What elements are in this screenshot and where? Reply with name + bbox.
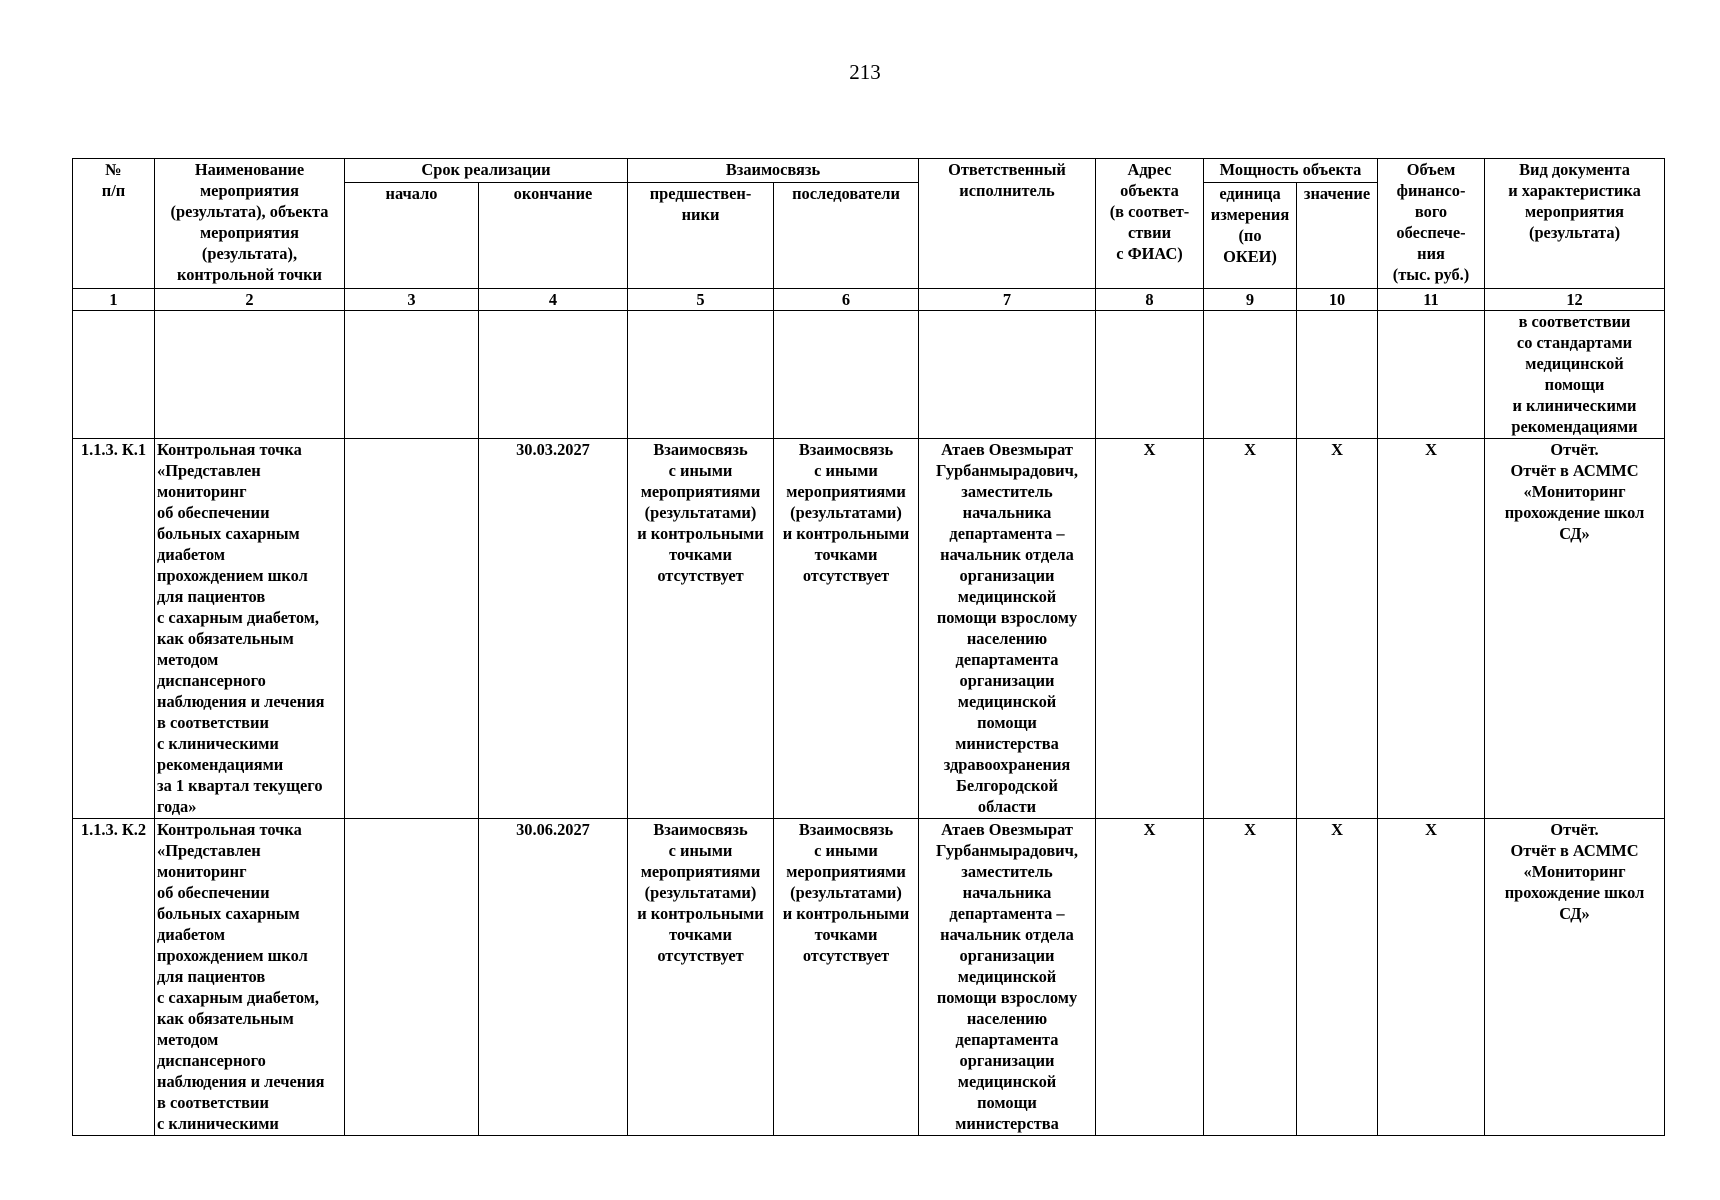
header-unit: единица измерения (по ОКЕИ) xyxy=(1204,183,1297,289)
row-predecessors xyxy=(628,311,774,439)
header-name: Наименование мероприятия (результата), объекта мероприятия (результата), контрольной точки xyxy=(155,159,345,289)
header-number: № п/п xyxy=(73,159,155,289)
row-start xyxy=(345,311,479,439)
header-end: окончание xyxy=(479,183,628,289)
row-successors: Взаимосвязь с иными мероприятиями (результатами) и контрольными точками отсутствует xyxy=(774,819,919,1136)
header-predecessors: предшествен- ники xyxy=(628,183,774,289)
row-name: Контрольная точка «Представлен мониторинг об обеспечении больных сахарным диабетом прохождением школ для пациентов с сахарным диабетом, как обязательным методом диспансерного наблюдения и лечения в соответствии с клиническими рекомендациями за 1 квартал текущего года» xyxy=(155,439,345,819)
row-successors xyxy=(774,311,919,439)
column-number: 6 xyxy=(774,289,919,311)
column-number: 1 xyxy=(73,289,155,311)
row-value: X xyxy=(1297,439,1378,819)
row-responsible: Атаев Овезмырат Гурбанмырадович, заместитель начальника департамента – начальник отдела организации медицинской помощи взрослому населению департамента организации медицинской помощи министерства xyxy=(919,819,1096,1136)
header-power-group: Мощность объекта xyxy=(1204,159,1378,183)
column-number: 12 xyxy=(1485,289,1665,311)
row-address xyxy=(1096,311,1204,439)
row-number: 1.1.3. К.2 xyxy=(73,819,155,1136)
column-number: 10 xyxy=(1297,289,1378,311)
row-document: Отчёт. Отчёт в АСММС «Мониторинг прохождение школ СД» xyxy=(1485,439,1665,819)
row-name xyxy=(155,311,345,439)
column-number: 11 xyxy=(1378,289,1485,311)
page-number: 213 xyxy=(849,60,881,84)
row-end: 30.03.2027 xyxy=(479,439,628,819)
table-row xyxy=(73,311,1665,439)
header-successors: последователи xyxy=(774,183,919,289)
row-responsible xyxy=(919,311,1096,439)
row-end xyxy=(479,311,628,439)
header-financing: Объем финансо- вого обеспече- ния (тыс. руб.) xyxy=(1378,159,1485,289)
row-start xyxy=(345,819,479,1136)
row-value: X xyxy=(1297,819,1378,1136)
row-start xyxy=(345,439,479,819)
header-address: Адрес объекта (в соответ- ствии с ФИАС) xyxy=(1096,159,1204,289)
table-row xyxy=(73,439,1665,819)
column-number: 5 xyxy=(628,289,774,311)
row-end: 30.06.2027 xyxy=(479,819,628,1136)
row-document: в соответствии со стандартами медицинской помощи и клиническими рекомендациями xyxy=(1485,311,1665,439)
row-address: X xyxy=(1096,439,1204,819)
row-document: Отчёт. Отчёт в АСММС «Мониторинг прохождение школ СД» xyxy=(1485,819,1665,1136)
column-numbers-row xyxy=(73,289,1665,311)
implementation-plan-table xyxy=(72,158,1665,1136)
column-number: 9 xyxy=(1204,289,1297,311)
column-number: 2 xyxy=(155,289,345,311)
header-value: значение xyxy=(1297,183,1378,289)
row-unit xyxy=(1204,311,1297,439)
column-number: 8 xyxy=(1096,289,1204,311)
row-number: 1.1.3. К.1 xyxy=(73,439,155,819)
row-successors: Взаимосвязь с иными мероприятиями (результатами) и контрольными точками отсутствует xyxy=(774,439,919,819)
header-term-group: Срок реализации xyxy=(345,159,628,183)
row-financing xyxy=(1378,311,1485,439)
row-financing: X xyxy=(1378,439,1485,819)
column-number: 4 xyxy=(479,289,628,311)
row-unit: X xyxy=(1204,439,1297,819)
row-predecessors: Взаимосвязь с иными мероприятиями (результатами) и контрольными точками отсутствует xyxy=(628,819,774,1136)
header-responsible: Ответственный исполнитель xyxy=(919,159,1096,289)
header-start: начало xyxy=(345,183,479,289)
column-number: 3 xyxy=(345,289,479,311)
row-name: Контрольная точка «Представлен мониторинг об обеспечении больных сахарным диабетом прохождением школ для пациентов с сахарным диабетом, как обязательным методом диспансерного наблюдения и лечения в соответствии с клиническими xyxy=(155,819,345,1136)
table-row xyxy=(73,819,1665,1136)
row-value xyxy=(1297,311,1378,439)
header-link-group: Взаимосвязь xyxy=(628,159,919,183)
row-responsible: Атаев Овезмырат Гурбанмырадович, заместитель начальника департамента – начальник отдела организации медицинской помощи взрослому населению департамента организации медицинской помощи министерства здравоохранения Белгородской области xyxy=(919,439,1096,819)
row-number xyxy=(73,311,155,439)
row-financing: X xyxy=(1378,819,1485,1136)
table-header xyxy=(73,159,1665,289)
column-number: 7 xyxy=(919,289,1096,311)
row-address: X xyxy=(1096,819,1204,1136)
row-unit: X xyxy=(1204,819,1297,1136)
header-document: Вид документа и характеристика мероприятия (результата) xyxy=(1485,159,1665,289)
row-predecessors: Взаимосвязь с иными мероприятиями (результатами) и контрольными точками отсутствует xyxy=(628,439,774,819)
